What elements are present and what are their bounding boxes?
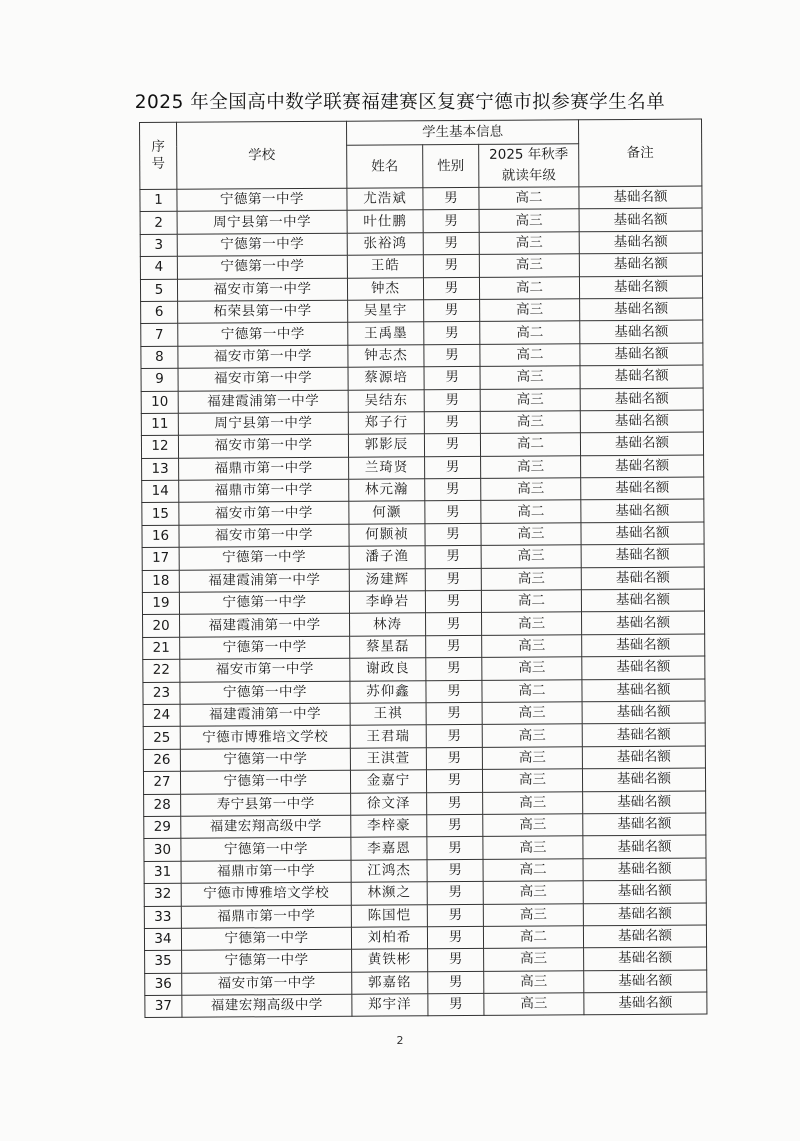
school-cell: 宁德第一中学 <box>180 636 350 659</box>
seq-cell: 14 <box>142 480 179 503</box>
grade-cell: 高三 <box>479 209 579 232</box>
grade-cell: 高三 <box>482 657 582 680</box>
name-cell: 金嘉宁 <box>350 770 426 793</box>
gender-cell: 男 <box>428 971 484 994</box>
remark-cell: 基础名额 <box>584 992 707 1015</box>
remark-cell: 基础名额 <box>582 656 705 679</box>
seq-cell: 37 <box>145 995 182 1018</box>
table-row <box>141 432 703 458</box>
gender-cell: 男 <box>424 434 480 457</box>
gender-cell: 男 <box>428 993 484 1016</box>
school-cell: 周宁县第一中学 <box>177 211 347 234</box>
grade-cell: 高三 <box>482 635 582 658</box>
grade-cell: 高三 <box>480 411 580 434</box>
grade-cell: 高三 <box>483 791 583 814</box>
table-row <box>142 455 704 481</box>
name-cell: 蔡源培 <box>348 367 424 390</box>
gender-cell: 男 <box>425 501 481 524</box>
name-cell: 汤建辉 <box>349 568 425 591</box>
name-cell: 李嘉恩 <box>351 837 427 860</box>
header-basic-info: 学生基本信息 <box>346 120 578 145</box>
table-row <box>144 925 706 951</box>
table-row <box>141 365 703 391</box>
seq-cell: 5 <box>140 279 177 302</box>
name-cell: 尤浩斌 <box>347 188 423 211</box>
grade-cell: 高三 <box>482 702 582 725</box>
page-number: 2 <box>396 1034 404 1047</box>
document-title: 2025 年全国高中数学联赛福建赛区复赛宁德市拟参赛学生名单 <box>134 92 666 113</box>
school-cell: 福鼎市第一中学 <box>181 905 351 928</box>
seq-cell: 26 <box>143 749 180 772</box>
seq-cell: 27 <box>143 771 180 794</box>
gender-cell: 男 <box>423 255 479 278</box>
school-cell: 福安市第一中学 <box>179 524 349 547</box>
table-row <box>145 992 707 1018</box>
table-row <box>142 544 704 570</box>
grade-cell: 高三 <box>480 366 580 389</box>
grade-cell: 高三 <box>481 478 581 501</box>
header-gender: 性别 <box>423 144 479 187</box>
school-cell: 寿宁县第一中学 <box>181 793 351 816</box>
name-cell: 林涛 <box>350 613 426 636</box>
remark-cell: 基础名额 <box>583 813 706 836</box>
name-cell: 陈国恺 <box>351 904 427 927</box>
gender-cell: 男 <box>426 613 482 636</box>
name-cell: 林元瀚 <box>349 479 425 502</box>
name-cell: 王祺 <box>350 703 426 726</box>
seq-cell: 1 <box>140 189 177 212</box>
remark-cell: 基础名额 <box>580 320 703 343</box>
table-row <box>143 611 705 637</box>
name-cell: 李梓豪 <box>351 815 427 838</box>
name-cell: 郭嘉铭 <box>352 971 428 994</box>
grade-cell: 高二 <box>483 926 583 949</box>
table-row <box>144 791 706 817</box>
name-cell: 郑子行 <box>348 412 424 435</box>
seq-cell: 22 <box>143 659 180 682</box>
remark-cell: 基础名额 <box>581 522 704 545</box>
school-cell: 柘荣县第一中学 <box>178 300 348 323</box>
school-cell: 福安市第一中学 <box>179 502 349 525</box>
grade-cell: 高三 <box>480 388 580 411</box>
grade-cell: 高三 <box>481 523 581 546</box>
table-row <box>142 500 704 526</box>
remark-cell: 基础名额 <box>580 298 703 321</box>
seq-cell: 21 <box>143 637 180 660</box>
gender-cell: 男 <box>424 411 480 434</box>
grade-cell: 高三 <box>482 724 582 747</box>
grade-cell: 高三 <box>479 254 579 277</box>
seq-cell: 35 <box>145 951 182 974</box>
table-row <box>145 947 707 973</box>
grade-cell: 高二 <box>483 859 583 882</box>
gender-cell: 男 <box>424 389 480 412</box>
school-cell: 宁德第一中学 <box>179 591 349 614</box>
gender-cell: 男 <box>427 904 483 927</box>
grade-cell: 高三 <box>482 769 582 792</box>
name-cell: 何颢祯 <box>349 524 425 547</box>
remark-cell: 基础名额 <box>581 500 704 523</box>
name-cell: 王禹墨 <box>348 322 424 345</box>
seq-cell: 6 <box>141 301 178 324</box>
name-cell: 李峥岩 <box>349 591 425 614</box>
gender-cell: 男 <box>427 926 483 949</box>
remark-cell: 基础名额 <box>583 925 706 948</box>
seq-cell: 33 <box>144 906 181 929</box>
header-grade: 2025 年秋季就读年级 <box>479 144 579 188</box>
table-row <box>144 835 706 861</box>
remark-cell: 基础名额 <box>580 432 703 455</box>
name-cell: 王君瑞 <box>350 725 426 748</box>
table-row <box>140 276 702 302</box>
grade-cell: 高三 <box>481 545 581 568</box>
table-row <box>144 880 706 906</box>
grade-cell: 高三 <box>479 232 579 255</box>
remark-cell: 基础名额 <box>582 701 705 724</box>
grade-cell: 高三 <box>484 948 584 971</box>
table-row <box>141 388 703 414</box>
seq-cell: 12 <box>141 436 178 459</box>
table-row <box>140 253 702 279</box>
name-cell: 何灏 <box>349 501 425 524</box>
table-row <box>141 343 703 369</box>
seq-cell: 15 <box>142 503 179 526</box>
grade-cell: 高二 <box>482 679 582 702</box>
remark-cell: 基础名额 <box>579 208 702 231</box>
name-cell: 钟杰 <box>347 277 423 300</box>
grade-cell: 高三 <box>483 881 583 904</box>
table-row <box>142 522 704 548</box>
grade-cell: 高三 <box>484 970 584 993</box>
gender-cell: 男 <box>427 814 483 837</box>
name-cell: 王淇萱 <box>350 748 426 771</box>
name-cell: 潘子渔 <box>349 546 425 569</box>
table-row <box>143 634 705 660</box>
table-row <box>142 589 704 615</box>
table-body <box>140 186 707 1018</box>
gender-cell: 男 <box>426 702 482 725</box>
grade-cell: 高三 <box>481 455 581 478</box>
school-cell: 宁德第一中学 <box>180 770 350 793</box>
remark-cell: 基础名额 <box>581 544 704 567</box>
name-cell: 吴结东 <box>348 389 424 412</box>
remark-cell: 基础名额 <box>582 679 705 702</box>
gender-cell: 男 <box>425 590 481 613</box>
gender-cell: 男 <box>427 837 483 860</box>
seq-cell: 30 <box>144 839 181 862</box>
gender-cell: 男 <box>427 882 483 905</box>
seq-cell: 8 <box>141 346 178 369</box>
gender-cell: 男 <box>428 949 484 972</box>
remark-cell: 基础名额 <box>579 276 702 299</box>
remark-cell: 基础名额 <box>582 723 705 746</box>
grade-cell: 高二 <box>481 500 581 523</box>
school-cell: 宁德第一中学 <box>181 927 351 950</box>
grade-cell: 高三 <box>480 299 580 322</box>
name-cell: 徐文泽 <box>351 792 427 815</box>
seq-cell: 2 <box>140 212 177 235</box>
remark-cell: 基础名额 <box>580 343 703 366</box>
school-cell: 宁德市博雅培文学校 <box>180 726 350 749</box>
gender-cell: 男 <box>426 658 482 681</box>
grade-cell: 高三 <box>483 903 583 926</box>
school-cell: 福鼎市第一中学 <box>179 479 349 502</box>
table-row <box>143 679 705 705</box>
header-remark: 备注 <box>578 119 701 187</box>
school-cell: 福建霞浦第一中学 <box>180 703 350 726</box>
seq-cell: 3 <box>140 234 177 257</box>
school-cell: 福鼎市第一中学 <box>181 860 351 883</box>
header-school: 学校 <box>177 121 347 189</box>
grade-cell: 高三 <box>483 814 583 837</box>
seq-cell: 32 <box>144 883 181 906</box>
school-cell: 福鼎市第一中学 <box>179 457 349 480</box>
grade-cell: 高三 <box>481 567 581 590</box>
grade-cell: 高二 <box>479 276 579 299</box>
remark-cell: 基础名额 <box>579 231 702 254</box>
gender-cell: 男 <box>426 635 482 658</box>
remark-cell: 基础名额 <box>584 970 707 993</box>
remark-cell: 基础名额 <box>580 365 703 388</box>
school-cell: 福安市第一中学 <box>178 435 348 458</box>
name-cell: 黄铁彬 <box>352 949 428 972</box>
grade-cell: 高三 <box>484 993 584 1016</box>
remark-cell: 基础名额 <box>582 634 705 657</box>
seq-cell: 16 <box>142 525 179 548</box>
remark-cell: 基础名额 <box>579 253 702 276</box>
seq-cell: 34 <box>144 928 181 951</box>
table-row <box>144 858 706 884</box>
gender-cell: 男 <box>427 859 483 882</box>
name-cell: 叶仕鹏 <box>347 210 423 233</box>
school-cell: 宁德第一中学 <box>177 255 347 278</box>
seq-cell: 31 <box>144 861 181 884</box>
gender-cell: 男 <box>425 456 481 479</box>
name-cell: 王皓 <box>347 255 423 278</box>
school-cell: 福安市第一中学 <box>180 658 350 681</box>
gender-cell: 男 <box>424 367 480 390</box>
gender-cell: 男 <box>426 747 482 770</box>
table-row <box>143 701 705 727</box>
name-cell: 刘柏希 <box>351 927 427 950</box>
grade-cell: 高二 <box>479 187 579 210</box>
remark-cell: 基础名额 <box>580 388 703 411</box>
school-cell: 福安市第一中学 <box>182 972 352 995</box>
school-cell: 福安市第一中学 <box>178 345 348 368</box>
seq-cell: 23 <box>143 682 180 705</box>
remark-cell: 基础名额 <box>582 768 705 791</box>
school-cell: 宁德第一中学 <box>180 681 350 704</box>
grade-cell: 高二 <box>481 590 581 613</box>
name-cell: 江鸿杰 <box>351 859 427 882</box>
school-cell: 福建霞浦第一中学 <box>178 390 348 413</box>
table-row <box>143 723 705 749</box>
table-row <box>140 186 702 212</box>
grade-cell: 高二 <box>480 433 580 456</box>
remark-cell: 基础名额 <box>583 858 706 881</box>
table-row <box>143 656 705 682</box>
seq-cell: 24 <box>143 704 180 727</box>
seq-cell: 11 <box>141 413 178 436</box>
seq-cell: 4 <box>140 256 177 279</box>
school-cell: 宁德第一中学 <box>179 546 349 569</box>
school-cell: 宁德第一中学 <box>182 949 352 972</box>
seq-cell: 28 <box>144 794 181 817</box>
remark-cell: 基础名额 <box>583 835 706 858</box>
school-cell: 宁德市博雅培文学校 <box>181 882 351 905</box>
remark-cell: 基础名额 <box>581 477 704 500</box>
seq-cell: 20 <box>143 615 180 638</box>
table-row <box>141 410 703 436</box>
gender-cell: 男 <box>425 568 481 591</box>
grade-cell: 高三 <box>482 747 582 770</box>
table-row <box>141 320 703 346</box>
seq-cell: 36 <box>145 973 182 996</box>
remark-cell: 基础名额 <box>581 589 704 612</box>
name-cell: 林濒之 <box>351 882 427 905</box>
gender-cell: 男 <box>423 187 479 210</box>
school-cell: 福建宏翔高级中学 <box>181 815 351 838</box>
seq-cell: 7 <box>141 324 178 347</box>
table-row <box>141 298 703 324</box>
seq-cell: 19 <box>142 592 179 615</box>
table-row <box>143 746 705 772</box>
school-cell: 福建宏翔高级中学 <box>182 994 352 1017</box>
gender-cell: 男 <box>426 770 482 793</box>
table-row <box>144 813 706 839</box>
remark-cell: 基础名额 <box>582 611 705 634</box>
gender-cell: 男 <box>423 210 479 233</box>
remark-cell: 基础名额 <box>581 455 704 478</box>
school-cell: 宁德第一中学 <box>181 838 351 861</box>
name-cell: 张裕鸿 <box>347 233 423 256</box>
school-cell: 宁德第一中学 <box>180 748 350 771</box>
school-cell: 福安市第一中学 <box>178 367 348 390</box>
gender-cell: 男 <box>423 232 479 255</box>
table-row <box>142 567 704 593</box>
seq-cell: 17 <box>142 548 179 571</box>
school-cell: 福建霞浦第一中学 <box>180 614 350 637</box>
gender-cell: 男 <box>425 523 481 546</box>
school-cell: 福建霞浦第一中学 <box>179 569 349 592</box>
school-cell: 福安市第一中学 <box>177 278 347 301</box>
name-cell: 吴星宇 <box>348 300 424 323</box>
school-cell: 宁德第一中学 <box>177 233 347 256</box>
remark-cell: 基础名额 <box>580 410 703 433</box>
seq-cell: 10 <box>141 391 178 414</box>
grade-cell: 高三 <box>483 836 583 859</box>
gender-cell: 男 <box>424 344 480 367</box>
name-cell: 蔡星磊 <box>350 636 426 659</box>
seq-cell: 25 <box>143 727 180 750</box>
table-row <box>140 208 702 234</box>
name-cell: 钟志杰 <box>348 344 424 367</box>
name-cell: 兰琦贤 <box>349 456 425 479</box>
seq-cell: 29 <box>144 816 181 839</box>
remark-cell: 基础名额 <box>584 947 707 970</box>
grade-cell: 高三 <box>482 612 582 635</box>
school-cell: 周宁县第一中学 <box>178 412 348 435</box>
gender-cell: 男 <box>423 277 479 300</box>
name-cell: 郭影辰 <box>348 434 424 457</box>
remark-cell: 基础名额 <box>581 567 704 590</box>
table-row <box>142 477 704 503</box>
grade-cell: 高二 <box>480 321 580 344</box>
remark-cell: 基础名额 <box>583 903 706 926</box>
gender-cell: 男 <box>425 478 481 501</box>
remark-cell: 基础名额 <box>583 791 706 814</box>
table-row <box>145 970 707 996</box>
header-name: 姓名 <box>347 145 423 188</box>
gender-cell: 男 <box>427 792 483 815</box>
grade-cell: 高二 <box>480 344 580 367</box>
seq-cell: 13 <box>142 458 179 481</box>
table-header <box>140 119 702 189</box>
seq-cell: 9 <box>141 368 178 391</box>
student-roster-table <box>139 119 707 1019</box>
school-cell: 宁德第一中学 <box>178 323 348 346</box>
gender-cell: 男 <box>425 546 481 569</box>
seq-cell: 18 <box>142 570 179 593</box>
gender-cell: 男 <box>424 299 480 322</box>
remark-cell: 基础名额 <box>582 746 705 769</box>
gender-cell: 男 <box>426 725 482 748</box>
school-cell: 宁德第一中学 <box>177 188 347 211</box>
table-row <box>144 903 706 929</box>
header-seq: 序号 <box>140 122 177 189</box>
table-row <box>143 768 705 794</box>
name-cell: 郑宇洋 <box>352 994 428 1017</box>
gender-cell: 男 <box>426 680 482 703</box>
gender-cell: 男 <box>424 322 480 345</box>
name-cell: 苏仰鑫 <box>350 680 426 703</box>
remark-cell: 基础名额 <box>583 880 706 903</box>
table-row <box>140 231 702 257</box>
name-cell: 谢政良 <box>350 658 426 681</box>
remark-cell: 基础名额 <box>579 186 702 209</box>
